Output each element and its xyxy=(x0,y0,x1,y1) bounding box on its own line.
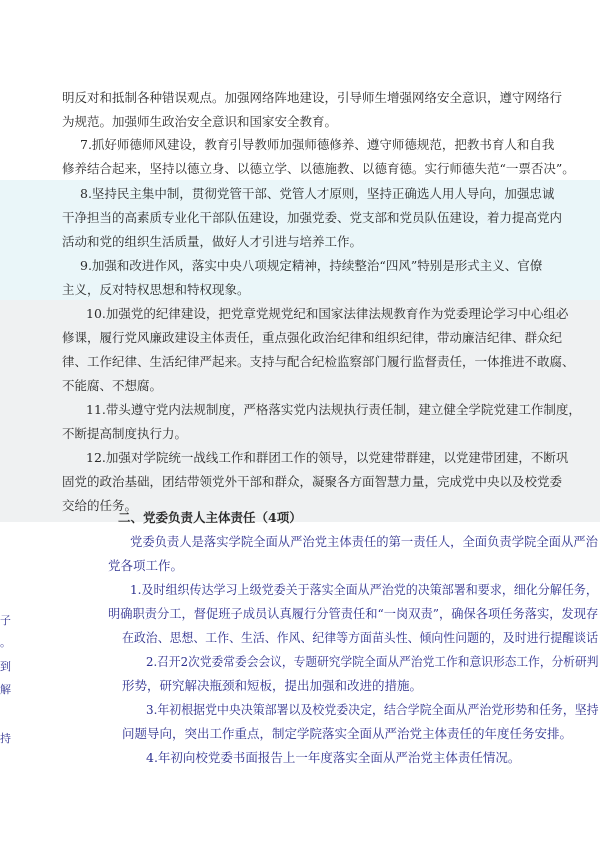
margin-fragment: 解 xyxy=(0,683,11,696)
item-8-line: 干净担当的高素质专业化干部队伍建设，加强党委、党支部和党员队伍建设，着力提高党内 xyxy=(62,210,563,225)
item-9-line: 9.加强和改进作风，落实中央八项规定精神，持续整治“四风”特别是形式主义、官僚 xyxy=(80,258,543,273)
paragraph-line: 为规范。加强师生政治安全意识和国家安全教育。 xyxy=(62,114,338,129)
duty-2-line: 2.召开2次党委常委会会议，专题研究学院全面从严治党工作和意识形态工作，分析研判 xyxy=(146,654,599,669)
item-10-line: 不能腐、不想腐。 xyxy=(62,378,163,393)
item-7-line: 7.抓好师德师风建设，教育引导教师加强师德修养、遵守师德规范，把教书育人和自我 xyxy=(80,137,555,152)
item-11-line: 不断提高制度执行力。 xyxy=(62,426,188,441)
item-10-line: 10.加强党的纪律建设，把党章党规党纪和国家法律法规教育作为党委理论学习中心组必 xyxy=(86,306,569,321)
section-intro-line: 党各项工作。 xyxy=(108,558,184,573)
item-10-line: 修课，履行党风廉政建设主体责任，重点强化政治纪律和组织纪律，带动廉洁纪律、群众纪 xyxy=(62,330,563,345)
section-heading: 二、党委负责人主体责任（4项） xyxy=(118,510,302,525)
item-7-line: 修养结合起来，坚持以德立身、以德立学、以德施教、以德育德。实行师德失范“一票否决”。 xyxy=(62,161,575,176)
item-11-line: 11.带头遵守党内法规制度，严格落实党内法规执行责任制，建立健全学院党建工作制度， xyxy=(86,402,581,417)
item-12-line: 固党的政治基础，团结带领党外干部和群众，凝聚各方面智慧力量，完成党中央以及校党委 xyxy=(62,474,563,489)
item-10-line: 律、工作纪律、生活纪律严起来。支持与配合纪检监察部门履行监督责任，一体推进不敢腐、 xyxy=(62,354,575,369)
duty-3-line: 问题导向，突出工作重点，制定学院落实全面从严治党主体责任的年度任务安排。 xyxy=(122,726,573,741)
duty-1-line: 明确职责分工，督促班子成员认真履行分管责任和“一岗双责”，确保各项任务落实，发现存 xyxy=(108,606,599,621)
item-8-line: 活动和党的组织生活质量，做好人才引进与培养工作。 xyxy=(62,234,363,249)
duty-4-line: 4.年初向校党委书面报告上一年度落实全面从严治党主体责任情况。 xyxy=(146,750,521,765)
duty-1-line: 1.及时组织传达学习上级党委关于落实全面从严治党的决策部署和要求，细化分解任务， xyxy=(130,582,598,597)
margin-fragment: 子 xyxy=(0,614,11,627)
duty-1-line: 在政治、思想、工作、生活、作风、纪律等方面苗头性、倾向性问题的，及时进行提醒谈话 xyxy=(122,630,599,645)
item-12-line: 交给的任务。 xyxy=(62,498,138,513)
item-8-line: 8.坚持民主集中制，贯彻党管干部、党管人才原则，坚持正确选人用人导向，加强忠诚 xyxy=(80,186,555,201)
paragraph-line: 明反对和抵制各种错误观点。加强网络阵地建设，引导师生增强网络安全意识，遵守网络行 xyxy=(62,90,563,105)
margin-fragment: 。 xyxy=(0,636,11,649)
margin-fragment: 到 xyxy=(0,660,11,673)
duty-3-line: 3.年初根据党中央决策部署以及校党委决定，结合学院全面从严治党形势和任务，坚持 xyxy=(146,702,599,717)
item-12-line: 12.加强对学院统一战线工作和群团工作的领导，以党建带群建，以党建带团建，不断巩 xyxy=(86,450,569,465)
margin-fragment: 持 xyxy=(0,732,11,745)
section-intro-line: 党委负责人是落实学院全面从严治党主体责任的第一责任人，全面负责学院全面从严治 xyxy=(130,534,598,549)
item-9-line: 主义，反对特权思想和特权现象。 xyxy=(62,282,250,297)
duty-2-line: 形势，研究解决瓶颈和短板，提出加强和改进的措施。 xyxy=(122,678,423,693)
